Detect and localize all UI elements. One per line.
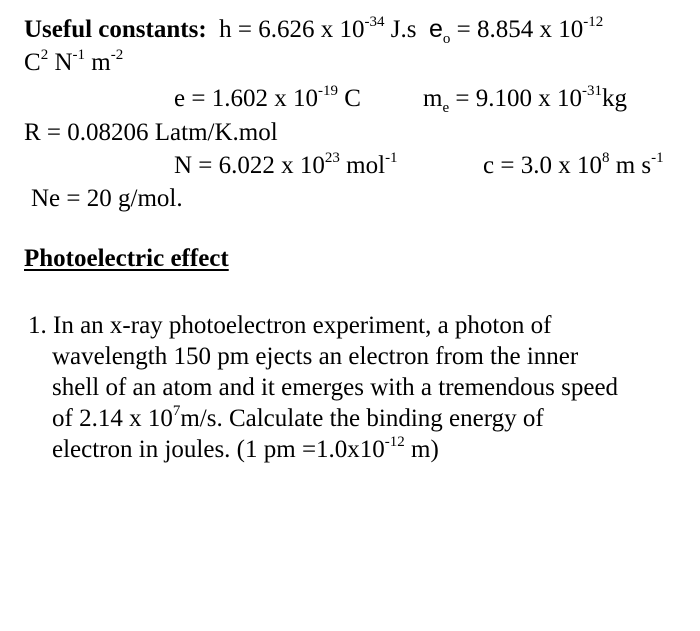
question-line-5-text: electron in joules. (1 pm =1.0x10 <box>52 436 385 463</box>
permittivity-symbol: e <box>428 15 443 43</box>
question-line-1: 1. In an x-ray photoelectron experiment, a photon of <box>28 312 552 339</box>
speed-of-light <box>483 151 664 181</box>
neon-molar-mass <box>31 184 183 214</box>
gas-constant <box>24 118 278 148</box>
electron-charge-unit: C <box>337 85 361 112</box>
avogadro-unit-exponent: -1 <box>385 150 398 166</box>
electron-mass-unit: kg <box>601 85 627 112</box>
electron-mass-symbol: m <box>423 85 443 112</box>
question-line-4 <box>52 404 544 434</box>
question-speed-exponent: 7 <box>172 403 181 419</box>
permittivity-exponent: -12 <box>583 14 604 30</box>
question-line-2: wavelength 150 pm ejects an electron from the inner <box>52 343 579 370</box>
constants-heading: Useful constants: <box>24 16 207 43</box>
avogadro-exponent: 23 <box>324 150 340 166</box>
electron-mass-exponent: -31 <box>581 83 602 99</box>
avogadro-value: N = 6.022 x 10 <box>174 152 325 179</box>
planck-exponent: -34 <box>364 14 385 30</box>
constants-line-2 <box>24 48 123 78</box>
question-line-5 <box>52 435 439 465</box>
avogadro-unit: mol <box>339 152 386 179</box>
electron-charge-exponent: -19 <box>317 83 338 99</box>
permittivity-unit-m: m <box>85 49 111 76</box>
gas-constant-value: R = 0.08206 Latm/K.mol <box>24 119 278 146</box>
permittivity-unit-c: C <box>24 49 41 76</box>
electron-charge-value: e = 1.602 x 10 <box>174 85 318 112</box>
electron-mass-value: = 9.100 x 10 <box>449 85 582 112</box>
speed-of-light-unit-exponent: -1 <box>651 150 664 166</box>
electron-mass <box>423 84 627 114</box>
electron-mass-subscript: e <box>442 100 450 116</box>
permittivity-unit-m-exp: -2 <box>110 47 124 63</box>
avogadro-number <box>174 151 398 181</box>
question-line-3: shell of an atom and it emerges with a tremendous speed <box>52 374 619 401</box>
neon-molar-mass-value: Ne = 20 g/mol. <box>31 185 183 212</box>
question-pm-exponent: -12 <box>384 434 405 450</box>
planck-unit: J.s <box>384 16 417 43</box>
speed-of-light-value: c = 3.0 x 10 <box>483 152 602 179</box>
speed-of-light-exponent: 8 <box>601 150 610 166</box>
permittivity-unit-n: N <box>48 49 73 76</box>
section-title: Photoelectric effect <box>24 245 229 272</box>
planck-constant-value: h = 6.626 x 10 <box>219 16 365 43</box>
constants-line-1 <box>24 14 603 45</box>
question-line-4-rest: m/s. Calculate the binding energy of <box>180 405 544 432</box>
permittivity-value: = 8.854 x 10 <box>450 16 584 43</box>
permittivity-unit-n-exp: -1 <box>72 47 85 63</box>
constants-line-3 <box>174 84 361 114</box>
speed-of-light-unit: m s <box>609 152 652 179</box>
permittivity-subscript: o <box>442 31 451 47</box>
question-line-5-rest: m) <box>404 436 439 463</box>
question-speed-value: of 2.14 x 10 <box>52 405 173 432</box>
permittivity-unit-c-exp: 2 <box>40 47 49 63</box>
